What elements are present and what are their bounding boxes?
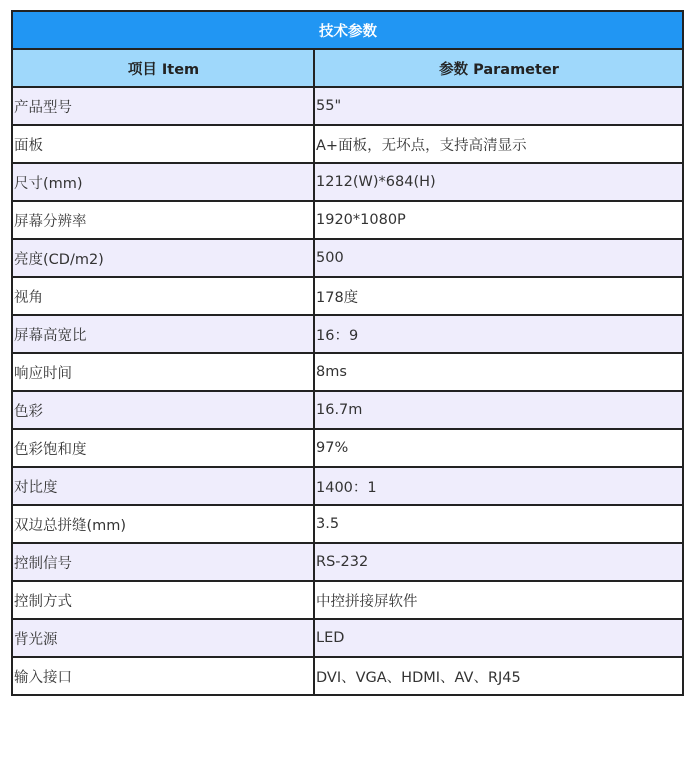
table-row: [12, 429, 683, 467]
row-value: A+面板，无坏点，支持高清显示: [314, 125, 683, 163]
row-value: 16：9: [314, 315, 683, 353]
table-title: 技术参数: [12, 11, 683, 49]
row-item-label: 色彩饱和度: [12, 429, 314, 467]
row-value: 1400：1: [314, 467, 683, 505]
row-value: 55": [314, 87, 683, 125]
table-row: [12, 353, 683, 391]
row-value: 178度: [314, 277, 683, 315]
row-item-label: 双边总拼缝(mm): [12, 505, 314, 543]
row-item-label: 色彩: [12, 391, 314, 429]
row-value: 3.5: [314, 505, 683, 543]
table-row: [12, 543, 683, 581]
column-header-item: 项目 Item: [12, 49, 314, 87]
row-value: DVI、VGA、HDMI、AV、RJ45: [314, 657, 683, 695]
row-value: 中控拼接屏软件: [314, 581, 683, 619]
table-row: [12, 391, 683, 429]
row-value: LED: [314, 619, 683, 657]
row-value: 97%: [314, 429, 683, 467]
table-row: [12, 201, 683, 239]
table-row: [12, 467, 683, 505]
row-item-label: 屏幕高宽比: [12, 315, 314, 353]
column-header-parameter: 参数 Parameter: [314, 49, 683, 87]
table-row: [12, 315, 683, 353]
table-row: [12, 277, 683, 315]
row-item-label: 对比度: [12, 467, 314, 505]
table-row: [12, 239, 683, 277]
table-row: [12, 619, 683, 657]
row-item-label: 产品型号: [12, 87, 314, 125]
table-title-row: [12, 11, 683, 49]
row-value: 8ms: [314, 353, 683, 391]
row-item-label: 控制方式: [12, 581, 314, 619]
row-value: 500: [314, 239, 683, 277]
row-item-label: 亮度(CD/m2): [12, 239, 314, 277]
table-row: [12, 581, 683, 619]
row-item-label: 输入接口: [12, 657, 314, 695]
row-item-label: 屏幕分辨率: [12, 201, 314, 239]
row-item-label: 视角: [12, 277, 314, 315]
row-item-label: 面板: [12, 125, 314, 163]
row-item-label: 尺寸(mm): [12, 163, 314, 201]
table-row: [12, 505, 683, 543]
table-header-row: [12, 49, 683, 87]
table-row: [12, 87, 683, 125]
row-item-label: 控制信号: [12, 543, 314, 581]
table-row: [12, 163, 683, 201]
row-item-label: 响应时间: [12, 353, 314, 391]
row-value: 1920*1080P: [314, 201, 683, 239]
row-item-label: 背光源: [12, 619, 314, 657]
table-row: [12, 125, 683, 163]
row-value: 1212(W)*684(H): [314, 163, 683, 201]
row-value: 16.7m: [314, 391, 683, 429]
spec-table: [11, 10, 684, 696]
row-value: RS-232: [314, 543, 683, 581]
table-row: [12, 657, 683, 695]
